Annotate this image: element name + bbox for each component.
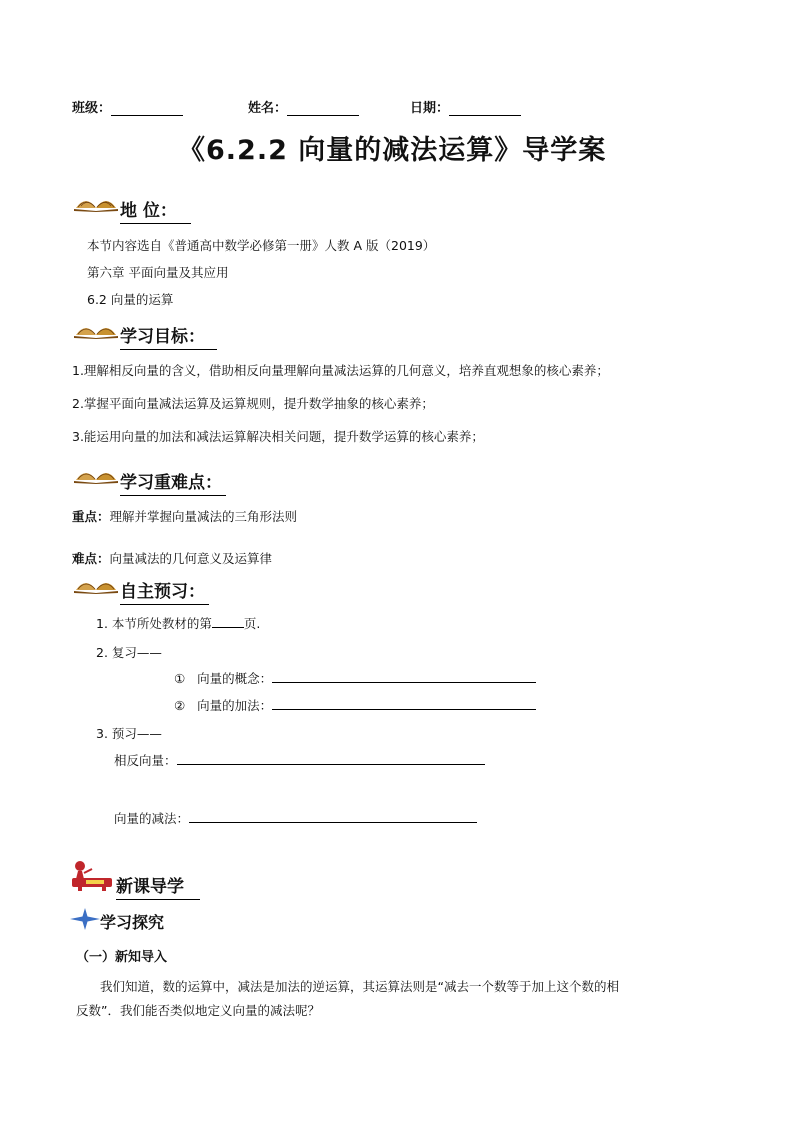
intro-paragraph-line-2: 反数”．我们能否类似地定义向量的减法呢？ <box>76 1003 320 1018</box>
opposite-vector-line <box>114 751 485 769</box>
section-heading-position-text: 地 位： <box>120 201 191 224</box>
position-line-3: 6.2 向量的运算 <box>87 292 174 307</box>
preview-item-1-prefix: 1. 本节所处教材的第 <box>96 616 212 631</box>
review-addition-line <box>174 696 536 714</box>
concept-blank[interactable] <box>272 670 536 683</box>
key-point-line <box>72 507 297 525</box>
subtraction-label: 向量的减法： <box>114 811 190 826</box>
vector-subtraction-line <box>114 809 477 827</box>
position-line-2: 第六章 平面向量及其应用 <box>87 265 229 280</box>
difficult-label: 难点： <box>72 551 110 566</box>
difficult-text: 向量减法的几何意义及运算律 <box>109 551 273 566</box>
sub2-marker: ② <box>174 698 186 713</box>
class-field <box>72 97 183 116</box>
section-heading-position <box>120 196 191 221</box>
section-heading-preview-text: 自主预习： <box>120 582 209 605</box>
preview-item-1 <box>96 614 260 632</box>
key-text: 理解并掌握向量减法的三角形法则 <box>109 509 298 524</box>
review-concept-line <box>174 669 536 687</box>
section-heading-key-points-text: 学习重难点： <box>120 473 226 496</box>
goal-item-2: 2.掌握平面向量减法运算及运算规则，提升数学抽象的核心素养； <box>72 396 434 411</box>
class-label: 班级： <box>72 101 112 116</box>
four-point-star-icon <box>70 908 100 934</box>
book-icon <box>72 190 120 216</box>
goal-item-3: 3.能运用向量的加法和减法运算解决相关问题，提升数学运算的核心素养； <box>72 429 484 444</box>
intro-paragraph-line-1: 我们知道，数的运算中，减法是加法的逆运算，其运算法则是“减去一个数等于加上这个数的相 <box>100 979 619 994</box>
subtraction-blank[interactable] <box>189 810 477 823</box>
date-field <box>410 97 521 116</box>
section-heading-new-lesson <box>116 872 200 897</box>
book-icon <box>72 572 120 598</box>
goal-item-1: 1.理解相反向量的含义，借助相反向量理解向量减法运算的几何意义，培养直观想象的核心素养； <box>72 363 609 378</box>
sub1-marker: ① <box>174 671 186 686</box>
section-heading-preview <box>120 577 209 602</box>
name-field <box>248 97 359 116</box>
book-icon <box>72 462 120 488</box>
section-heading-goals <box>120 322 217 347</box>
section-heading-new-lesson-text: 新课导学 <box>116 877 200 900</box>
explore-heading: 学习探究 <box>100 913 165 932</box>
page-number-blank[interactable] <box>212 615 244 628</box>
preview-item-1-suffix: 页. <box>243 616 261 631</box>
section-heading-goals-text: 学习目标： <box>120 327 217 350</box>
date-label: 日期： <box>410 101 450 116</box>
position-line-1: 本节内容选自《普通高中数学必修第一册》人教 A 版（2019） <box>87 238 436 253</box>
class-blank[interactable] <box>111 100 183 116</box>
date-blank[interactable] <box>449 100 521 116</box>
red-mascot-icon <box>70 858 114 896</box>
sub1-label: 向量的概念： <box>197 671 273 686</box>
opposite-label: 相反向量： <box>114 753 177 768</box>
preview-item-3: 3. 预习—— <box>96 726 162 741</box>
name-label: 姓名： <box>248 101 288 116</box>
sub-heading-intro: （一）新知导入 <box>76 950 168 965</box>
page-title: 《6.2.2 向量的减法运算》导学案 <box>178 135 607 166</box>
opposite-blank[interactable] <box>177 752 485 765</box>
difficult-point-line <box>72 549 272 567</box>
book-icon <box>72 317 120 343</box>
preview-item-2: 2. 复习—— <box>96 645 162 660</box>
key-label: 重点： <box>72 509 110 524</box>
name-blank[interactable] <box>287 100 359 116</box>
sub2-label: 向量的加法： <box>197 698 273 713</box>
addition-blank[interactable] <box>272 697 536 710</box>
section-heading-key-points <box>120 468 226 493</box>
